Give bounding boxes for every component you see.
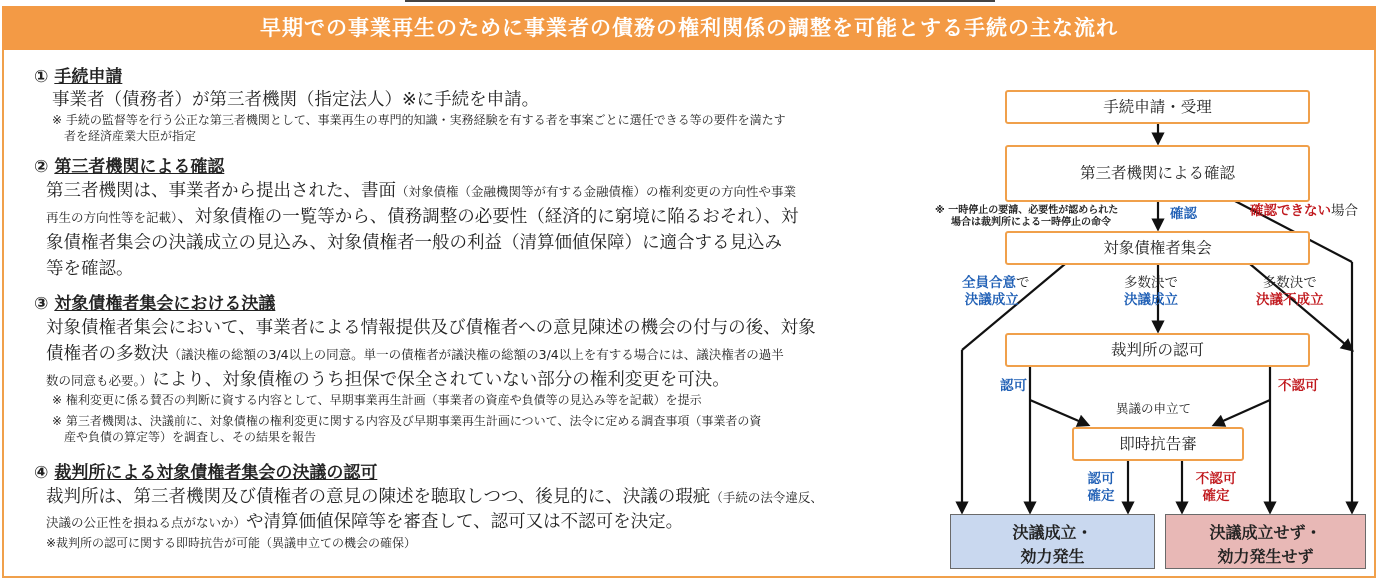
section-3-line-2b: （議決権の総額の3/4以上の同意。単一の債権者が議決権の総額の3/4以上を有する場合には、議決権者の過半 <box>168 347 784 362</box>
flow-box-application: 手続申請・受理 <box>1005 90 1310 124</box>
flow-box-creditor-meeting: 対象債権者集会 <box>1005 231 1310 265</box>
flow-label-approve: 認可 <box>1000 378 1027 394</box>
section-2-line-3: 象債権者集会の決議成立の見込み、対象債権者一般の利益（清算価値保障）に適合する見込み <box>46 233 783 253</box>
section-1-number: ① <box>34 67 49 87</box>
flow-label-majority-fail <box>1256 275 1324 309</box>
flow-box-court-approval: 裁判所の認可 <box>1005 333 1310 367</box>
result-effective-line-2: 効力発生 <box>1020 547 1085 566</box>
flow-label-not-confirm <box>1250 203 1358 220</box>
section-3-note-2: ※ 第三者機関は、決議前に、対象債権の権利変更に関する内容及び早期事業再生計画について、法令に定める調査事項（事業者の資 <box>52 414 762 428</box>
result-not-effective-line-2: 効力発生せず <box>1217 547 1314 566</box>
section-3-line-2a: 債権者の多数決 <box>46 344 169 364</box>
arrow-approve-objection <box>1030 400 1088 425</box>
arrow-disapprove-objection <box>1214 400 1270 425</box>
section-4-line-2a: 決議の公正性を損ねる点がないか） <box>46 515 247 530</box>
section-2-line-4: 等を確認。 <box>46 259 134 279</box>
section-4-line-1b: （手続の法令違反、 <box>710 490 823 505</box>
flow-label-disapprove-final: 不認可確定 <box>1195 471 1237 504</box>
flow-label-disapprove: 不認可 <box>1278 378 1319 394</box>
section-1-note-2: 者を経済産業大臣が指定 <box>64 129 197 143</box>
section-1-text: 事業者（債務者）が第三者機関（指定法人）※に手続を申請。 <box>52 90 540 110</box>
result-box-not-effective <box>1165 514 1366 569</box>
flow-label-not-confirm-red: 確認できない <box>1250 203 1331 219</box>
flow-label-majority-pass-1: 多数決で <box>1124 275 1178 291</box>
flow-label-unanimous-tail: で <box>1016 275 1030 291</box>
section-2-number: ② <box>34 157 49 177</box>
section-3-line-3a: 数の同意も必要。） <box>46 373 153 388</box>
section-1-title: 手続申請 <box>54 67 123 87</box>
flow-suspension-note-2: 場合は裁判所による一時停止の命令 <box>951 217 1111 228</box>
section-3-note-3: 産や負債の算定等）を調査し、その結果を報告 <box>64 430 317 444</box>
section-4-title: 裁判所による対象債権者集会の決議の認可 <box>54 463 378 483</box>
page-title: 早期での事業再生のために事業者の債務の権利関係の調整を可能とする手続の主な流れ <box>2 6 1376 50</box>
flow-label-confirm: 確認 <box>1170 206 1197 222</box>
flow-label-majority-pass <box>1124 275 1178 309</box>
flow-box-immediate-appeal: 即時抗告審 <box>1072 427 1244 461</box>
flow-label-unanimous-pass: 決議成立 <box>964 292 1019 308</box>
flow-label-objection: 異議の申立て <box>1116 401 1192 416</box>
section-3-title: 対象債権者集会における決議 <box>54 294 276 314</box>
section-4-line-2b: や清算価値保障等を審査して、認可又は不認可を決定。 <box>246 512 684 532</box>
flow-suspension-note <box>935 205 1118 229</box>
flow-label-unanimous-blue: 全員合意 <box>962 275 1016 291</box>
section-1-note-1: ※ 手続の監督等を行う公正な第三者機関として、事業再生の専門的知識・実務経験を有する者を事案ごとに選任できる等の要件を満たす <box>52 113 786 127</box>
flow-label-majority-fail-2: 決議不成立 <box>1256 292 1324 308</box>
result-effective-line-1: 決議成立・ <box>1012 523 1093 542</box>
flow-label-majority-pass-2: 決議成立 <box>1124 292 1178 308</box>
flow-suspension-note-1: ※ 一時停止の要請、必要性が認められた <box>935 205 1119 216</box>
section-3-line-3b: により、対象債権のうち担保で保全されていない部分の権利変更を可決。 <box>152 370 730 390</box>
section-3-note-1: ※ 権利変更に係る賛否の判断に資する内容として、早期事業再生計画（事業者の資産や負債等の見込み等を記載）を提示 <box>52 393 702 407</box>
result-box-effective <box>950 514 1155 569</box>
section-4-note-1: ※裁判所の認可に関する即時抗告が可能（異議申立ての機会の確保） <box>46 536 417 550</box>
section-2-line-2a: 再生の方向性等を記載） <box>46 210 178 225</box>
section-2-line-1a: 第三者機関は、事業者から提出された、書面 <box>46 181 396 201</box>
section-3-line-1: 対象債権者集会において、事業者による情報提供及び債権者への意見陳述の機会の付与の後、対象 <box>46 318 816 338</box>
section-3-number: ③ <box>34 294 49 314</box>
section-4-line-1a: 裁判所は、第三者機関及び債権者の意見の陳述を聴取しつつ、後見的に、決議の瑕疵 <box>46 487 711 507</box>
section-2-title: 第三者機関による確認 <box>54 157 225 177</box>
section-2-line-1b: （対象債権（金融機関等が有する金融債権）の権利変更の方向性や事業 <box>396 184 797 199</box>
flow-label-unanimous <box>962 275 1030 309</box>
section-4-number: ④ <box>34 463 49 483</box>
section-2-line-2b: 、対象債権の一覧等から、債務調整の必要性（経済的に窮境に陥るおそれ）、対 <box>177 207 799 227</box>
flow-label-not-confirm-tail: 場合 <box>1331 203 1358 219</box>
flow-label-majority-fail-1: 多数決で <box>1262 275 1317 291</box>
result-not-effective-line-1: 決議成立せず・ <box>1209 523 1322 542</box>
flow-box-third-party-check: 第三者機関による確認 <box>1005 145 1310 202</box>
flow-label-approve-final: 認可確定 <box>1087 471 1115 504</box>
